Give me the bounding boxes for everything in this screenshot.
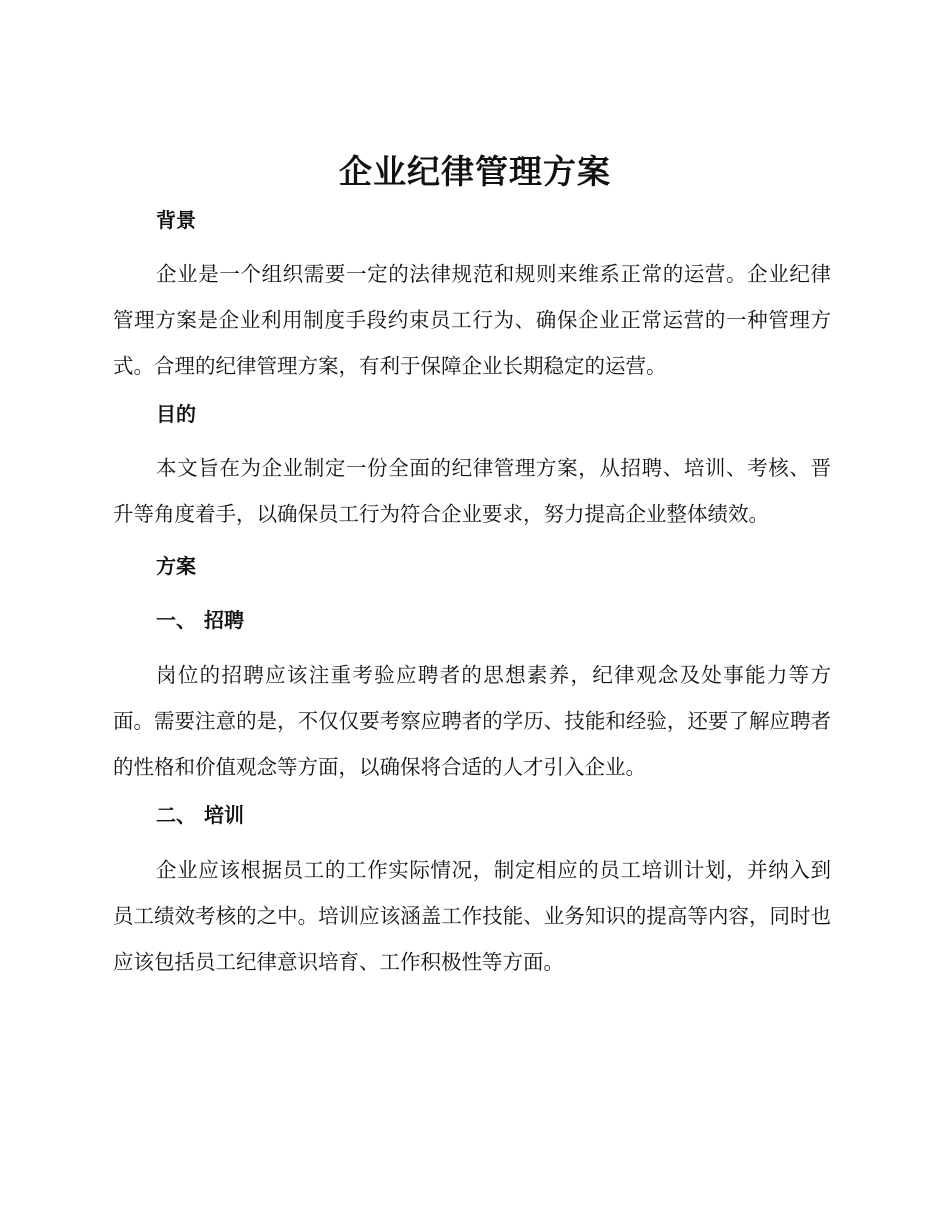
subsection-heading-training [156,801,244,829]
section-heading-plan: 方案 [156,554,196,578]
subsection-heading-recruitment [156,606,244,634]
section-text-training: 企业应该根据员工的工作实际情况，制定相应的员工培训计划，并纳入到员工绩效考核的之中。培训应该涵盖工作技能、业务知识的提高等内容，同时也应该包括员工纪律意识培育、工作积极性等方面。 [113,858,831,974]
section-heading-purpose: 目的 [156,402,196,426]
section-text-background: 企业是一个组织需要一定的法律规范和规则来维系正常的运营。企业纪律管理方案是企业利用制度手段约束员工行为、确保企业正常运营的一种管理方式。合理的纪律管理方案，有利于保障企业长期稳定的运营。 [113,262,831,378]
section-text-purpose: 本文旨在为企业制定一份全面的纪律管理方案，从招聘、培训、考核、晋升等角度着手，以确保员工行为符合企业要求，努力提高企业整体绩效。 [113,456,831,526]
document-title: 企业纪律管理方案 [339,152,611,191]
subsection-title: 招聘 [204,608,244,632]
section-heading-background: 背景 [156,208,196,232]
section-text-recruitment: 岗位的招聘应该注重考验应聘者的思想素养，纪律观念及处事能力等方面。需要注意的是，不仅仅要考察应聘者的学历、技能和经验，还要了解应聘者的性格和价值观念等方面，以确保将合适的人才引入企业。 [113,663,831,779]
subsection-title: 培训 [204,803,244,827]
subsection-number: 一、 [156,608,196,632]
subsection-number: 二、 [156,803,196,827]
